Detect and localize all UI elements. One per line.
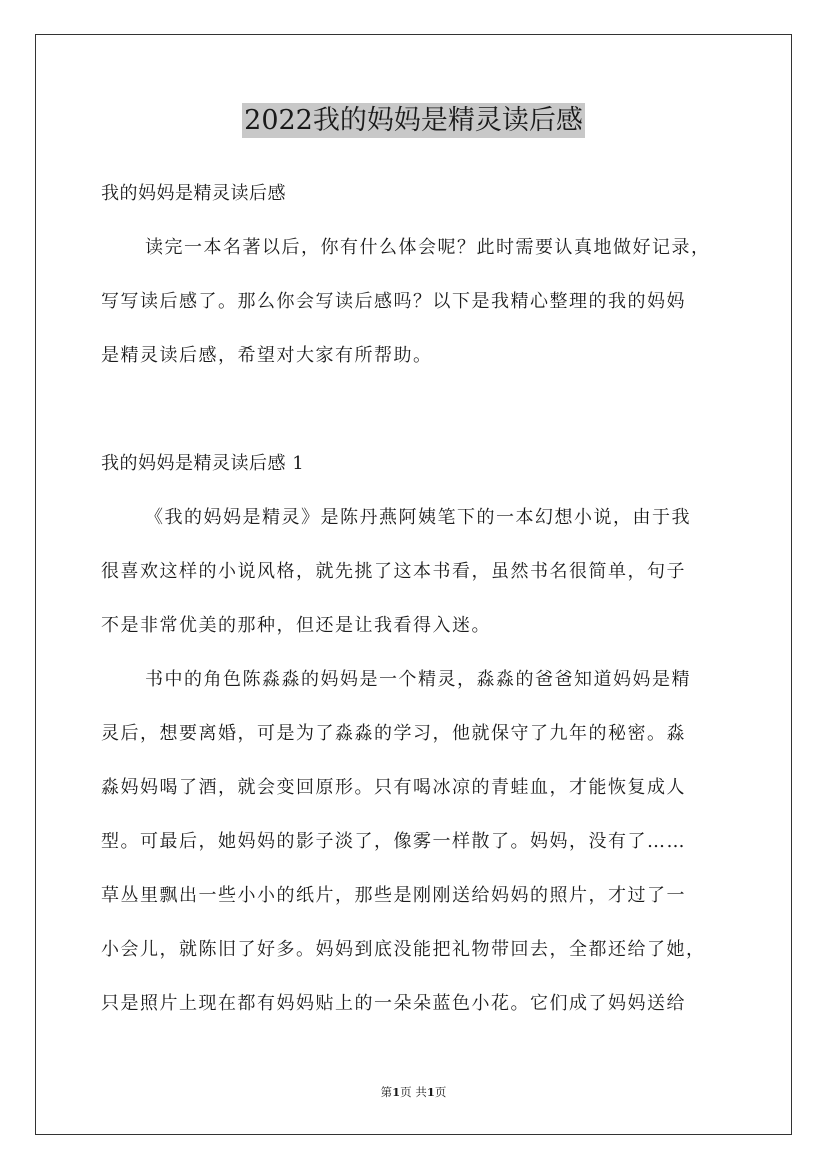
- section1-para2-line-6: 小会儿，就陈旧了好多。妈妈到底没能把礼物带回去，全都还给了她，: [101, 939, 706, 960]
- intro-heading: 我的妈妈是精灵读后感: [101, 183, 286, 204]
- section1-para2-line-5: 草丛里飘出一些小小的纸片，那些是刚刚送给妈妈的照片，才过了一: [101, 885, 686, 906]
- intro-line-2: 写写读后感了。那么你会写读后感吗？以下是我精心整理的我的妈妈: [101, 291, 686, 312]
- footer-page-mid: 页 共: [400, 1085, 427, 1099]
- section1-para2-line-3: 淼妈妈喝了酒，就会变回原形。只有喝冰凉的青蛙血，才能恢复成人: [101, 777, 686, 798]
- footer-page-number: 1: [392, 1085, 401, 1099]
- footer-page-prefix: 第: [380, 1085, 393, 1099]
- document-title: [0, 100, 827, 142]
- section1-heading: 我的妈妈是精灵读后感 1: [101, 453, 305, 474]
- section1-para2-line-7: 只是照片上现在都有妈妈贴上的一朵朵蓝色小花。它们成了妈妈送给: [101, 993, 686, 1014]
- section1-para2-line-4: 型。可最后，她妈妈的影子淡了，像雾一样散了。妈妈，没有了……: [101, 831, 686, 852]
- document-title-text: 2022我的妈妈是精灵读后感: [244, 105, 583, 136]
- section1-para2-line-1: 书中的角色陈淼淼的妈妈是一个精灵，淼淼的爸爸知道妈妈是精: [145, 669, 691, 690]
- page-footer: [0, 1084, 827, 1100]
- intro-line-1: 读完一本名著以后，你有什么体会呢？此时需要认真地做好记录，: [145, 237, 711, 258]
- section1-para1-line-1: 《我的妈妈是精灵》是陈丹燕阿姨笔下的一本幻想小说，由于我: [145, 507, 691, 528]
- section1-para1-line-3: 不是非常优美的那种，但还是让我看得入迷。: [101, 615, 491, 636]
- section1-para2-line-2: 灵后，想要离婚，可是为了淼淼的学习，他就保守了九年的秘密。淼: [101, 723, 686, 744]
- footer-total-pages: 1: [426, 1085, 435, 1099]
- section1-para1-line-2: 很喜欢这样的小说风格，就先挑了这本书看，虽然书名很简单，句子: [101, 561, 686, 582]
- footer-page-suffix: 页: [434, 1085, 447, 1099]
- intro-line-3: 是精灵读后感，希望对大家有所帮助。: [101, 345, 433, 366]
